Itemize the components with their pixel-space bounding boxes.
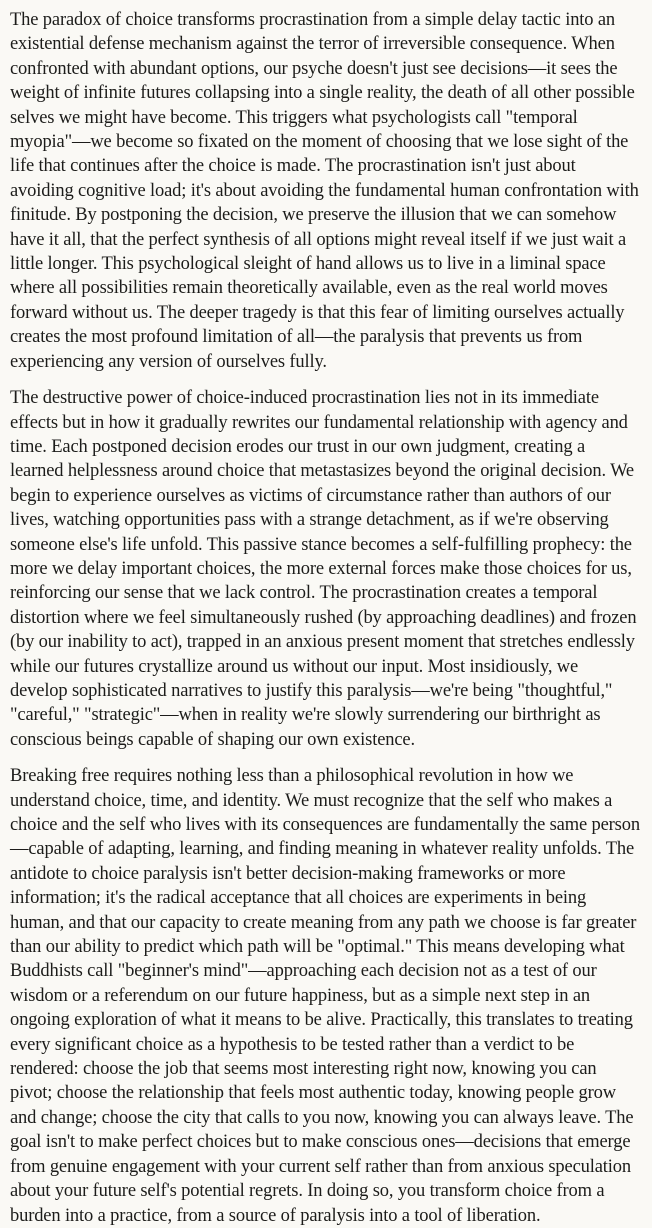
paragraph-1: The paradox of choice transforms procrastination from a simple delay tactic into an existential defense mechanism against the terror of irreversible consequence. When confronted with abundant options, our psyche doesn't just see decisions—it sees the weight of infinite futures collapsing into a single reality, the death of all other possible selves we might have become. This triggers what psychologists call "temporal myopia"—we become so fixated on the moment of choosing that we lose sight of the life that continues after the choice is made. The procrastination isn't just about avoiding cognitive load; it's about avoiding the fundamental human confrontation with finitude. By postponing the decision, we preserve the illusion that we can somehow have it all, that the perfect synthesis of all options might reveal itself if we just wait a little longer. This psychological sleight of hand allows us to live in a liminal space where all possibilities remain theoretically available, even as the real world moves forward without us. The deeper tragedy is that this fear of limiting ourselves actually creates the most profound limitation of all—the paralysis that prevents us from experiencing any version of ourselves fully. <box>10 10 639 372</box>
paragraph-3: Breaking free requires nothing less than a philosophical revolution in how we understand choice, time, and identity. We must recognize that the self who makes a choice and the self who lives with its consequences are fundamentally the same person—capable of adapting, learning, and finding meaning in whatever reality unfolds. The antidote to choice paralysis isn't better decision-making frameworks or more information; it's the radical acceptance that all choices are experiments in being human, and that our capacity to create meaning from any path we choose is far greater than our ability to predict which path will be "optimal." This means developing what Buddhists call "beginner's mind"—approaching each decision not as a test of our wisdom or a referendum on our future happiness, but as a simple next step in an ongoing exploration of what it means to be alive. Practically, this translates to treating every significant choice as a hypothesis to be tested rather than a verdict to be rendered: choose the job that seems most interesting right now, knowing you can pivot; choose the relationship that feels most authentic today, knowing people grow and change; choose the city that calls to you now, knowing you can always leave. The goal isn't to make perfect choices but to make conscious ones—decisions that emerge from genuine engagement with your current self rather than from anxious speculation about your future self's potential regrets. In doing so, you transform choice from a burden into a practice, from a source of paralysis into a tool of liberation. <box>10 766 640 1226</box>
text-content <box>10 8 640 1228</box>
paragraph-2: The destructive power of choice-induced procrastination lies not in its immediate effects but in how it gradually rewrites our fundamental relationship with agency and time. Each postponed decision erodes our trust in our own judgment, creating a learned helplessness around choice that metastasizes beyond the original decision. We begin to experience ourselves as victims of circumstance rather than authors of our lives, watching opportunities pass with a strange detachment, as if we're observing someone else's life unfold. This passive stance becomes a self-fulfilling prophecy: the more we delay important choices, the more external forces make those choices for us, reinforcing our sense that we lack control. The procrastination creates a temporal distortion where we feel simultaneously rushed (by approaching deadlines) and frozen (by our inability to act), trapped in an anxious present moment that stretches endlessly while our futures crystallize around us without our input. Most insidiously, we develop sophisticated narratives to justify this paralysis—we're being "thoughtful," "careful," "strategic"—when in reality we're slowly surrendering our birthright as conscious beings capable of shaping our own existence. <box>10 388 637 750</box>
